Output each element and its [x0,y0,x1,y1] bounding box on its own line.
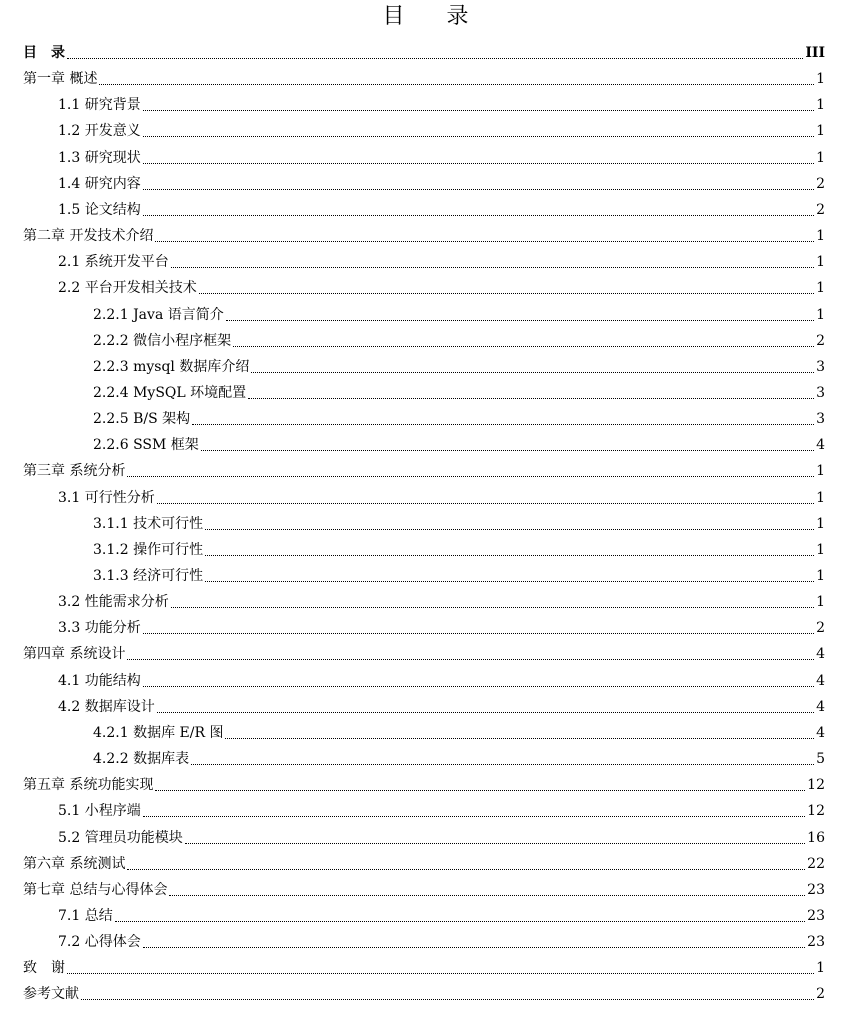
toc-entry-label: 参考文献 [23,986,79,1003]
toc-entry[interactable] [0,406,861,432]
dot-leader [67,58,803,59]
toc-entry[interactable] [0,118,861,144]
toc-entry-page-number: 3 [816,384,825,401]
toc-entry-label: 4.2 数据库设计 [58,698,155,715]
dot-leader [205,555,814,556]
toc-entry-page-number: 12 [807,803,825,820]
toc-entry-label: 3.1.2 操作可行性 [93,541,204,558]
dot-leader [205,581,814,582]
toc-entry-page-number: 4 [816,698,825,715]
dot-leader [127,869,805,870]
dot-leader [67,973,814,974]
toc-entry-label: 第五章 系统功能实现 [23,777,154,794]
toc-entry[interactable] [0,92,861,118]
toc-entry-page-number: 23 [807,907,825,924]
toc-entry-label: 3.1.3 经济可行性 [93,568,204,584]
toc-entry-page-number: 1 [816,960,825,977]
toc-entry-page-number: 1 [816,228,825,245]
toc-entry[interactable] [0,223,861,249]
dot-leader [143,633,814,634]
toc-entry-label: 4.2.2 数据库表 [93,751,190,768]
toc-entry-label: 4.2.1 数据库 E/R 图 [93,724,224,741]
dot-leader [251,372,814,373]
toc-entry[interactable] [0,798,861,824]
toc-entry-label: 7.2 心得体会 [58,934,141,951]
dot-leader [157,503,814,504]
toc-entry-label: 2.2.4 MySQL 环境配置 [93,384,247,401]
dot-leader [201,450,814,451]
toc-entry[interactable] [0,589,861,615]
toc-entry[interactable] [0,746,861,772]
toc-entry[interactable] [0,197,861,223]
toc-entry[interactable] [0,825,861,851]
toc-entry-page-number: 4 [816,724,825,741]
toc-entry-label: 第一章 概述 [23,71,98,88]
toc-entry[interactable] [0,903,861,929]
toc-entry-page-number: 1 [816,280,825,297]
toc-entry[interactable] [0,955,861,981]
toc-entry[interactable] [0,537,861,563]
dot-leader [115,921,805,922]
toc-entry-page-number: 2 [816,332,825,349]
dot-leader [226,320,814,321]
dot-leader [143,163,814,164]
toc-entry-label: 第六章 系统测试 [23,855,126,872]
toc-entry-page-number: 1 [816,97,825,114]
dot-leader [143,110,814,111]
toc-entry-page-number: 23 [807,881,825,898]
toc-entry-page-number: 4 [816,672,825,689]
dot-leader [99,84,814,85]
toc-entry-page-number: 1 [816,463,825,480]
toc-entry-label: 2.2.3 mysql 数据库介绍 [93,358,250,375]
dot-leader [157,712,814,713]
toc-entry-label: 第七章 总结与心得体会 [23,881,168,898]
toc-entry-page-number: 4 [816,437,825,454]
dot-leader [225,738,814,739]
toc-entry[interactable] [0,40,861,66]
toc-entry[interactable] [0,511,861,537]
toc-entry[interactable] [0,720,861,746]
toc-entry-label: 第四章 系统设计 [23,646,126,663]
toc-entry-page-number: 1 [816,489,825,506]
dot-leader [171,267,814,268]
dot-leader [171,607,814,608]
page-title: 目 录 [382,4,479,29]
toc-entry[interactable] [0,877,861,903]
toc-entry[interactable] [0,458,861,484]
toc-entry-label: 2.2.2 微信小程序框架 [93,332,232,349]
dot-leader [233,346,814,347]
toc-entry-page-number: 3 [816,411,825,428]
toc-entry-page-number: 2 [816,201,825,218]
toc-entry[interactable] [0,772,861,798]
toc-entry-page-number: 1 [816,568,825,584]
toc-entry-page-number: 4 [816,646,825,663]
dot-leader [248,398,814,399]
toc-entry-page-number: 2 [816,986,825,1003]
toc-entry[interactable] [0,145,861,171]
toc-entry-page-number: 1 [816,71,825,88]
toc-entry-page-number: 1 [816,515,825,532]
dot-leader [169,895,805,896]
dot-leader [143,816,805,817]
toc-entry-page-number: 23 [807,934,825,951]
toc-entry-page-number: 1 [816,306,825,323]
dot-leader [155,241,814,242]
dot-leader [127,659,814,660]
toc-entry-page-number: 2 [816,620,825,637]
toc-entry[interactable] [0,981,861,1007]
toc-entry-page-number: 5 [816,751,825,768]
toc-entry-label: 1.5 论文结构 [58,201,141,218]
toc-entry[interactable] [0,354,861,380]
toc-entry-page-number: 1 [816,149,825,166]
toc-entry[interactable] [0,380,861,406]
toc-entry[interactable] [0,563,861,589]
toc-entry-page-number: 16 [807,829,825,846]
toc-entry[interactable] [0,929,861,955]
dot-leader [155,790,805,791]
toc-entry-label: 3.1 可行性分析 [58,489,155,506]
dot-leader [81,999,814,1000]
toc-entry-page-number: 2 [816,175,825,192]
toc-entry-label: 2.1 系统开发平台 [58,254,169,271]
toc-entry-page-number: 1 [816,594,825,611]
toc-entry-label: 7.1 总结 [58,907,113,924]
toc-entry-label: 2.2.6 SSM 框架 [93,437,199,454]
dot-leader [143,686,814,687]
toc-entry-page-number: 22 [807,855,825,872]
toc-entry[interactable] [0,328,861,354]
toc-entry-label: 5.2 管理员功能模块 [58,829,183,846]
toc-entry[interactable] [0,302,861,328]
dot-leader [185,843,805,844]
dot-leader [127,476,814,477]
toc-entry[interactable] [0,668,861,694]
toc-entry-label: 1.3 研究现状 [58,149,141,166]
toc-entry-label: 致 谢 [23,960,65,977]
toc-entry-label: 第三章 系统分析 [23,463,126,480]
toc-entry[interactable] [0,615,861,641]
dot-leader [143,947,805,948]
toc-entry-label: 2.2 平台开发相关技术 [58,280,197,297]
toc-entry-label: 5.1 小程序端 [58,803,141,820]
toc-entry-label: 1.1 研究背景 [58,97,141,114]
toc-entry-page-number: 1 [816,254,825,271]
toc-entry-page-number: 1 [816,541,825,558]
toc-entry-page-number: 1 [816,123,825,140]
dot-leader [192,424,814,425]
toc-entry[interactable] [0,851,861,877]
toc-entry[interactable] [0,66,861,92]
toc-entry-label: 第二章 开发技术介绍 [23,228,154,245]
toc-entry[interactable] [0,275,861,301]
toc-entry[interactable] [0,171,861,197]
toc-entry-page-number: 12 [807,777,825,794]
dot-leader [143,215,814,216]
toc-entry-label: 2.2.1 Java 语言简介 [93,306,224,323]
toc-entry-label: 1.2 开发意义 [58,123,141,140]
toc-entry-label: 1.4 研究内容 [58,175,141,192]
dot-leader [205,529,814,530]
toc-entry-label: 2.2.5 B/S 架构 [93,411,191,428]
toc-entry-label: 3.1.1 技术可行性 [93,515,204,532]
toc-entry[interactable] [0,249,861,275]
toc-entry-label: 3.2 性能需求分析 [58,594,169,611]
toc-entry-page-number: III [805,45,825,61]
toc-entry[interactable] [0,641,861,667]
dot-leader [191,764,814,765]
dot-leader [143,189,814,190]
toc-entry[interactable] [0,432,861,458]
toc-entry[interactable] [0,485,861,511]
dot-leader [143,136,814,137]
toc-entry-label: 4.1 功能结构 [58,672,141,689]
dot-leader [199,293,814,294]
toc-entry-label: 3.3 功能分析 [58,620,141,637]
toc-entry-label: 目 录 [23,45,65,61]
toc-entry[interactable] [0,694,861,720]
toc-entry-page-number: 3 [816,358,825,375]
